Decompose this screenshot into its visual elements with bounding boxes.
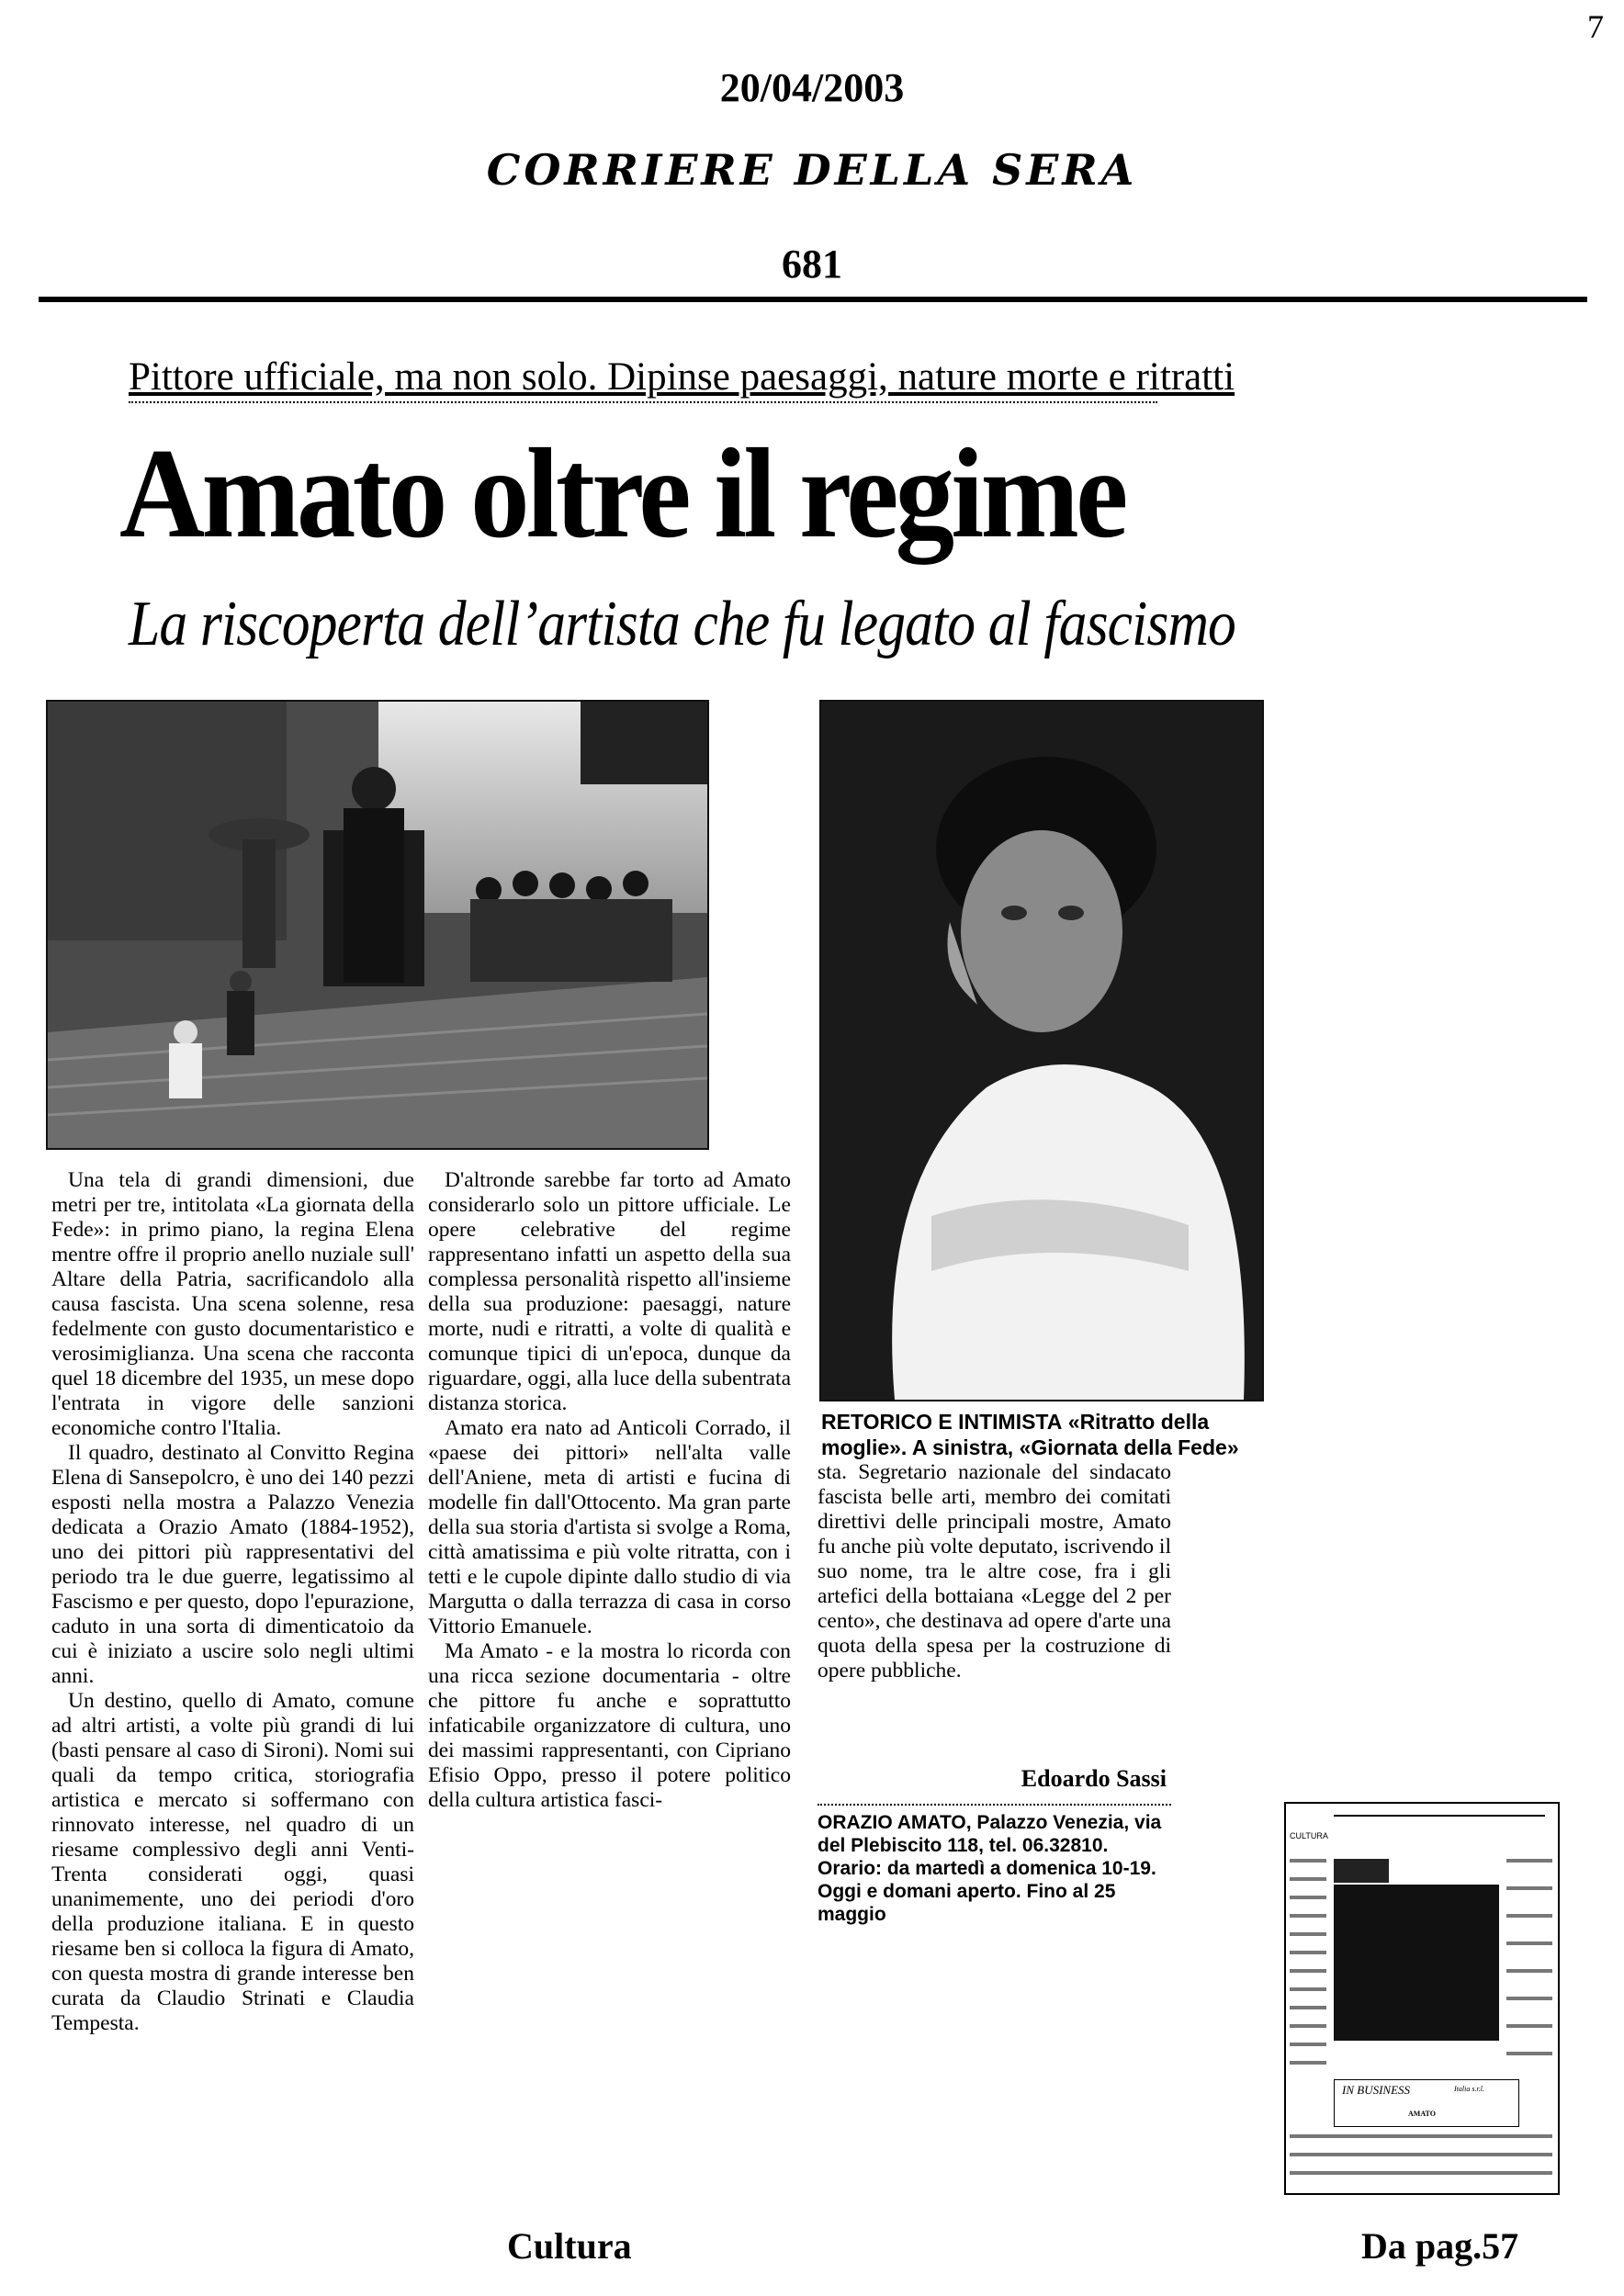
author-byline: Edoardo Sassi — [1021, 1765, 1167, 1792]
column-1-paragraph-3: Un destino, quello di Amato, comune ad altri artisti, a volte più grandi di lui (basti pensare al caso di Sironi). Nomi sui quali da tempo critica, storiografia artistica e mercato si soffermano con rinnovato interesse, nel quadro di un riesame complessivo degli anni Venti-Trenta considerati oggi, quasi unanimemente, uno dei periodi d'oro della produzione italiana. E in questo riesame ben si colloca la figura di Amato, con questa mostra di grande interesse ben curata da Claudio Strinati e Claudia Tempesta. — [51, 1689, 414, 2035]
thumbnail-photo-block — [1334, 1885, 1499, 2041]
clipping-date: 20/04/2003 — [719, 65, 905, 110]
portrait-woman-image — [821, 702, 1262, 1400]
newspaper-name: CORRIERE DELLA SERA — [486, 145, 1138, 195]
thumbnail-ad-subtitle: Italia s.r.l. — [1454, 2085, 1484, 2093]
exhibition-info: ORAZIO AMATO, Palazzo Venezia, via del Plebiscito 118, tel. 06.32810. Orario: da martedì a domenica 10-19. Oggi e domani aperto. Fino al 25 maggio — [818, 1804, 1171, 1926]
column-1-paragraph-2: Il quadro, destinato al Convitto Regina Elena di Sansepolcro, è uno dei 140 pezzi esposti nella mostra a Palazzo Venezia dedicata a Orazio Amato (1884-1952), uno dei pittori più rappresentativi del periodo tra le due guerre, legatissimo al Fascismo e per questo, dopo l'epurazione, caduto in una sorta di dimenticatoio da cui è iniziato a uscire solo negli ultimi anni. — [51, 1441, 414, 1688]
header-rule — [39, 297, 1587, 302]
article-column-3 — [818, 1460, 1171, 1683]
thumbnail-ad-title: IN BUSINESS — [1342, 2083, 1411, 2097]
kicker — [129, 355, 1235, 403]
article-column-1 — [51, 1168, 414, 2036]
photo-ritratto-della-moglie — [819, 700, 1264, 1401]
issue-number: 681 — [782, 242, 842, 287]
kicker-text: Pittore ufficiale, ma non solo. Dipinse paesaggi, nature morte e ritratti — [129, 355, 1235, 399]
page-thumbnail — [1284, 1802, 1560, 2195]
photo-giornata-della-fede — [46, 700, 709, 1150]
thumbnail-ad-box — [1334, 2079, 1519, 2127]
page-number: 7 — [1587, 8, 1604, 45]
column-1-paragraph-1: Una tela di grandi dimensioni, due metri per tre, intitolata «La giornata della Fede»: in primo piano, la regina Elena mentre offre il proprio anello nuziale sull' Altare della Patria, sacrificandolo alla causa fascista. Una scena solenne, resa fedelmente con gusto documentaristico e verosimiglianza. Una scena che racconta quel 18 dicembre del 1935, un mese dopo l'entrata in vigore delle sanzioni economiche contro l'Italia. — [51, 1168, 414, 1440]
painting-ceremony-image — [48, 702, 707, 1148]
continued-from-page: Da pag.57 — [1361, 2225, 1519, 2267]
photo-caption — [821, 1409, 1262, 1460]
deck: La riscoperta dell’artista che fu legato al fascismo — [129, 589, 1235, 659]
thumbnail-photo-block-small — [1334, 1859, 1389, 1883]
headline: Amato oltre il regime — [119, 422, 1125, 565]
column-3-paragraph-1: sta. Segretario nazionale del sindacato fascista belle arti, membro dei comitati direttivi delle principali mostre, Amato fu anche più volte deputato, iscrivendo il suo nome, tra le altre cose, fra i gli artefici della bottaiana «Legge del 2 per cento», che destinava ad opere d'arte una quota della spesa per la costruzione di opere pubbliche. — [818, 1460, 1171, 1683]
thumbnail-header-left: CULTURA — [1290, 1831, 1328, 1840]
column-2-paragraph-2: Amato era nato ad Anticoli Corrado, il «paese dei pittori» nell'alta valle dell'Aniene, meta di artisti e fucina di modelle fin dall'Ottocento. Ma gran parte della sua storia d'artista si svolge a Roma, città amatissima e più volte ritratta, con i tetti e le cupole dipinte dallo studio di via Margutta o dalla terrazza di casa in corso Vittorio Emanuele. — [428, 1416, 791, 1638]
caption-text: «Ritratto della moglie». A sinistra, «Giornata della Fede» — [821, 1410, 1239, 1459]
thumbnail-ad-brand: AMATO — [1408, 2110, 1436, 2118]
section-name: Cultura — [507, 2225, 632, 2267]
caption-label: RETORICO E INTIMISTA — [821, 1410, 1063, 1434]
column-2-paragraph-1: D'altronde sarebbe far torto ad Amato considerarlo solo un pittore ufficiale. Le opere celebrative del regime rappresentano infatti un aspetto della sua complessa personalità rispetto all'insieme della sua produzione: paesaggi, nature morte, nudi e ritratti, a volte di qualità e comunque tipici di un'epoca, dunque da riguardare, oggi, alla luce della subentrata distanza storica. — [428, 1168, 791, 1415]
column-2-paragraph-3: Ma Amato - e la mostra lo ricorda con una ricca sezione documentaria - oltre che pittore fu anche e soprattutto infaticabile organizzatore di cultura, uno dei massimi rappresentanti, con Cipriano Efisio Oppo, presso il potere politico della cultura artistica fasci- — [428, 1639, 791, 1812]
article-column-2 — [428, 1168, 791, 1813]
